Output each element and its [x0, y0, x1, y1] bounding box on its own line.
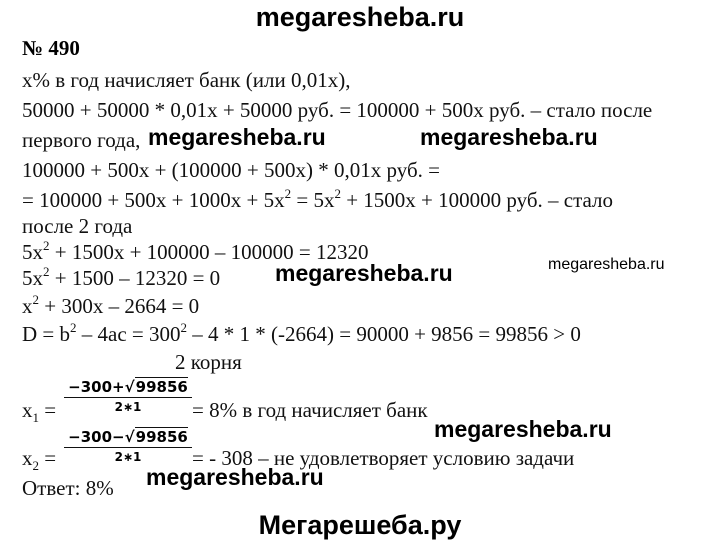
text-line-6: после 2 года: [22, 214, 133, 238]
watermark-top: megaresheba.ru: [255, 2, 465, 32]
text-line-9: [22, 294, 199, 319]
exponent: 2: [43, 264, 50, 279]
x2-result: = - 308 – не удовлетворяет условию задачи: [192, 446, 575, 470]
x2-denominator: 2∗1: [114, 450, 142, 464]
x2-subscript: 2: [32, 458, 39, 473]
line9-part-a: x: [22, 294, 33, 318]
watermark-1: megaresheba.ru: [148, 124, 326, 150]
x1-numerator-part: −300+: [68, 378, 125, 396]
exponent: 2: [43, 238, 50, 253]
sqrt-radicand: 99856: [135, 428, 188, 446]
watermark-bottom: Мегарешеба.ру: [258, 510, 462, 540]
text-line-2: 50000 + 50000 * 0,01x + 50000 руб. = 100000 + 500x руб. – стало после: [22, 98, 653, 122]
answer-line: Ответ: 8%: [22, 476, 114, 500]
x2-lhs: [22, 446, 56, 471]
line10-part-b: – 4ac = 300: [76, 322, 181, 346]
fraction-bar: [64, 397, 192, 398]
line5-part-b: = 5x: [291, 188, 335, 212]
exponent: 2: [284, 186, 292, 201]
line7-part-b: + 1500x + 100000 – 100000 = 12320: [49, 240, 369, 264]
sqrt-sign: √: [124, 378, 135, 396]
line5-part-c: + 1500x + 100000 руб. – стало: [340, 188, 614, 212]
x1-result: = 8% в год начисляет банк: [192, 398, 428, 422]
watermark-4: megaresheba.ru: [548, 256, 665, 273]
exponent: 2: [70, 320, 77, 335]
x1-numerator: [64, 378, 192, 396]
x2-symbol: x: [22, 446, 33, 470]
text-line-8: [22, 266, 220, 291]
exponent: 2: [180, 320, 188, 335]
x2-numerator-part: −300−: [68, 428, 125, 446]
x2-fraction: [64, 428, 192, 464]
line8-part-a: 5x: [22, 266, 43, 290]
x2-equals: =: [39, 446, 57, 470]
text-line-5: [22, 188, 613, 213]
exponent: 2: [32, 292, 39, 307]
x1-denominator: 2∗1: [114, 400, 142, 414]
watermark-2: megaresheba.ru: [420, 124, 598, 150]
x1-lhs: [22, 398, 56, 423]
problem-number: № 490: [22, 36, 80, 60]
line9-part-b: + 300x – 2664 = 0: [39, 294, 200, 318]
sqrt-sign: √: [124, 428, 135, 446]
line7-part-a: 5x: [22, 240, 43, 264]
two-roots-label: 2 корня: [175, 350, 242, 374]
sqrt-radicand: 99856: [135, 378, 188, 396]
text-line-3: первого года,: [22, 128, 141, 152]
x1-equals: =: [39, 398, 57, 422]
text-line-1: x% в год начисляет банк (или 0,01x),: [22, 68, 351, 92]
line8-part-b: + 1500 – 12320 = 0: [49, 266, 221, 290]
line10-part-a: D = b: [22, 322, 71, 346]
x1-subscript: 1: [32, 410, 39, 425]
exponent: 2: [334, 186, 341, 201]
x1-symbol: x: [22, 398, 33, 422]
line5-part-a: = 100000 + 500x + 1000x + 5x: [22, 188, 285, 212]
line10-part-c: – 4 * 1 * (-2664) = 90000 + 9856 = 99856 > 0: [187, 322, 581, 346]
watermark-3: megaresheba.ru: [275, 260, 453, 286]
text-line-4: 100000 + 500x + (100000 + 500x) * 0,01x руб. =: [22, 158, 440, 182]
watermark-6: megaresheba.ru: [146, 464, 324, 490]
fraction-bar: [64, 447, 192, 448]
x2-numerator: [64, 428, 192, 446]
text-line-10: [22, 322, 581, 347]
x1-fraction: [64, 378, 192, 414]
watermark-5: megaresheba.ru: [434, 416, 612, 442]
